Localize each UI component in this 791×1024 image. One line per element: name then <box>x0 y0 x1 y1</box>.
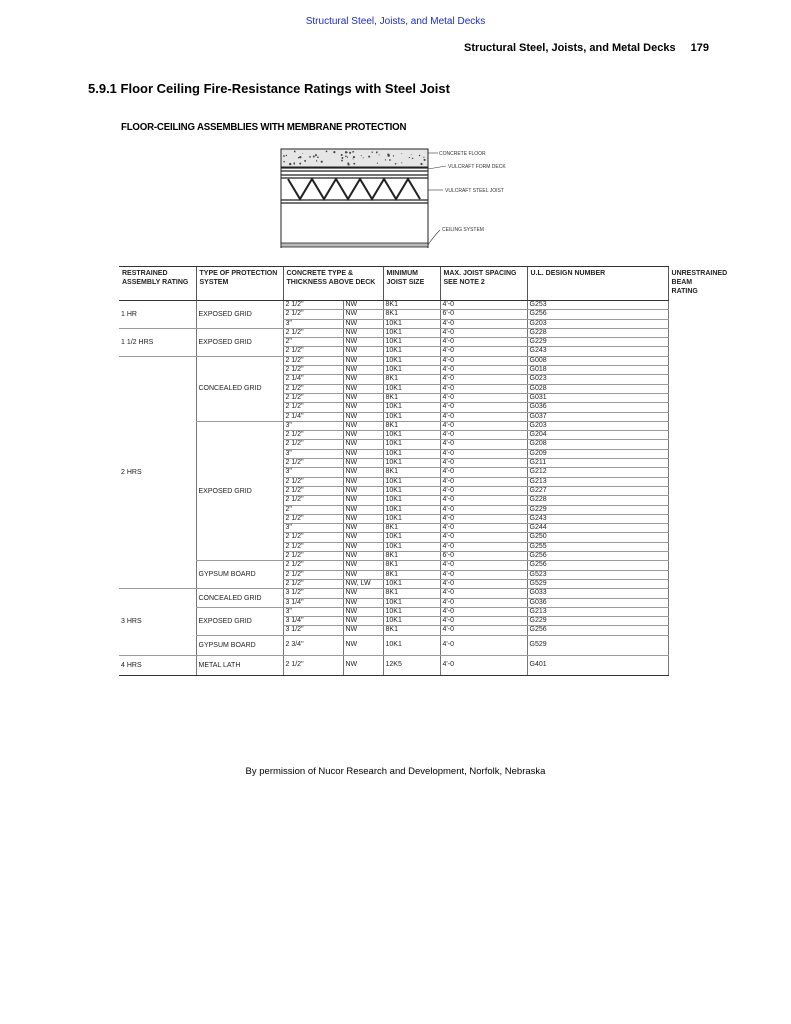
cell-thick: 3" <box>283 607 343 616</box>
aggregate-dot <box>315 154 317 156</box>
page-number: 179 <box>690 42 709 54</box>
label-steel-joist: VULCRAFT STEEL JOIST <box>445 188 504 194</box>
cell-spacing: 4'-0 <box>440 607 527 616</box>
cell-type: NW <box>343 505 383 514</box>
aggregate-dot <box>395 163 397 165</box>
cell-thick: 2 1/2" <box>283 459 343 468</box>
cell-thick: 2 1/2" <box>283 431 343 440</box>
aggregate-dot <box>304 160 306 162</box>
cell-type: NW <box>343 347 383 356</box>
aggregate-dot <box>345 155 347 157</box>
aggregate-dot <box>347 163 349 165</box>
cell-spacing: 4'-0 <box>440 579 527 588</box>
aggregate-dot <box>283 161 285 163</box>
cell-spacing: 4'-0 <box>440 468 527 477</box>
aggregate-dot <box>289 163 291 165</box>
cell-spacing: 4'-0 <box>440 514 527 523</box>
cell-type: NW <box>343 328 383 337</box>
cell-spacing: 4'-0 <box>440 524 527 533</box>
cell-type: NW <box>343 617 383 626</box>
cell-ul: G256 <box>527 310 668 319</box>
aggregate-dot <box>302 153 303 154</box>
cell-type: NW <box>343 542 383 551</box>
cell-type: NW <box>343 356 383 365</box>
cell-thick: 2 1/2" <box>283 514 343 523</box>
cell-thick: 2 1/2" <box>283 310 343 319</box>
cell-thick: 2 1/2" <box>283 366 343 375</box>
aggregate-dot <box>299 163 301 165</box>
cell-spacing: 4'-0 <box>440 505 527 514</box>
cell-thick: 2 3/4" <box>283 635 343 655</box>
cell-thick: 3" <box>283 524 343 533</box>
cell-thick: 2 1/4" <box>283 375 343 384</box>
cell-joist: 8K1 <box>383 589 440 598</box>
cell-spacing: 4'-0 <box>440 412 527 421</box>
aggregate-dot <box>423 157 424 158</box>
cell-spacing: 4'-0 <box>440 533 527 542</box>
cell-joist: 10K1 <box>383 542 440 551</box>
label-concrete-floor: CONCRETE FLOOR <box>439 151 486 157</box>
cell-spacing: 4'-0 <box>440 486 527 495</box>
joist-top-chord <box>281 175 428 178</box>
aggregate-dot <box>294 151 295 152</box>
cell-ul: G228 <box>527 496 668 505</box>
cell-type: NW <box>343 524 383 533</box>
aggregate-dot <box>326 151 328 153</box>
cell-type: NW <box>343 421 383 430</box>
header-min-joist-size: MINIMUM JOIST SIZE <box>383 267 440 301</box>
cell-ul: G213 <box>527 607 668 616</box>
aggregate-dot <box>361 155 362 156</box>
cell-joist: 8K1 <box>383 570 440 579</box>
figure-title: FLOOR-CEILING ASSEMBLIES WITH MEMBRANE PROTECTION <box>121 121 407 133</box>
cell-joist: 10K1 <box>383 356 440 365</box>
cell-ul: G256 <box>527 561 668 570</box>
cell-ul: G401 <box>527 655 668 675</box>
aggregate-dot <box>401 162 402 163</box>
aggregate-dot <box>341 154 343 156</box>
aggregate-dot <box>389 159 391 161</box>
aggregate-dot <box>345 151 347 153</box>
running-head-title: Structural Steel, Joists, and Metal Decks <box>464 42 676 54</box>
table-row <box>119 561 668 570</box>
cell-joist: 10K1 <box>383 514 440 523</box>
aggregate-dot <box>294 163 295 164</box>
cell-ul: G256 <box>527 626 668 635</box>
aggregate-dot <box>353 163 355 165</box>
cell-joist: 10K1 <box>383 496 440 505</box>
cell-ul: G209 <box>527 449 668 458</box>
cell-thick: 2" <box>283 505 343 514</box>
cell-ul: G529 <box>527 579 668 588</box>
cell-spacing: 4'-0 <box>440 440 527 449</box>
cell-spacing: 4'-0 <box>440 319 527 328</box>
cell-spacing: 4'-0 <box>440 570 527 579</box>
cell-joist: 10K1 <box>383 384 440 393</box>
cell-type: NW <box>343 533 383 542</box>
cell-restrained-rating: 1 HR <box>119 301 196 329</box>
aggregate-dot <box>393 155 394 156</box>
cell-joist: 10K1 <box>383 449 440 458</box>
cell-ul: G203 <box>527 421 668 430</box>
cell-spacing: 4'-0 <box>440 347 527 356</box>
aggregate-dot <box>377 163 378 164</box>
cell-ul: G228 <box>527 328 668 337</box>
figure-caption: By permission of Nucor Research and Development, Norfolk, Nebraska <box>245 766 546 777</box>
cell-spacing: 4'-0 <box>440 375 527 384</box>
cell-type: NW <box>343 375 383 384</box>
cell-ul: G229 <box>527 505 668 514</box>
table-row <box>119 301 668 310</box>
cell-joist: 10K1 <box>383 403 440 412</box>
cell-restrained-rating: 3 HRS <box>119 589 196 655</box>
cell-type: NW <box>343 301 383 310</box>
cell-type: NW <box>343 486 383 495</box>
cell-thick: 3 1/2" <box>283 626 343 635</box>
assembly-diagram <box>278 144 548 256</box>
cell-ul: G213 <box>527 477 668 486</box>
cell-thick: 2 1/4" <box>283 412 343 421</box>
aggregate-dot <box>316 161 317 162</box>
fire-rating-table <box>119 266 728 676</box>
cell-joist: 10K1 <box>383 505 440 514</box>
cell-ul: G529 <box>527 635 668 655</box>
cell-thick: 3" <box>283 449 343 458</box>
cell-type: NW <box>343 393 383 402</box>
cell-type: NW <box>343 319 383 328</box>
cell-type: NW <box>343 626 383 635</box>
table-row <box>119 635 668 655</box>
cell-spacing: 4'-0 <box>440 598 527 607</box>
cell-type: NW <box>343 338 383 347</box>
aggregate-dot <box>341 160 343 162</box>
cell-thick: 3" <box>283 421 343 430</box>
cell-type: NW <box>343 412 383 421</box>
cell-protection-system: CONCEALED GRID <box>196 356 283 421</box>
aggregate-dot <box>349 152 351 154</box>
cell-ul: G243 <box>527 347 668 356</box>
cell-thick: 2 1/2" <box>283 579 343 588</box>
cell-thick: 2 1/2" <box>283 477 343 486</box>
cell-type: NW <box>343 514 383 523</box>
cell-type: NW <box>343 440 383 449</box>
cell-joist: 8K1 <box>383 524 440 533</box>
cell-protection-system: CONCEALED GRID <box>196 589 283 608</box>
cell-spacing: 4'-0 <box>440 542 527 551</box>
aggregate-dot <box>321 161 323 163</box>
cell-spacing: 4'-0 <box>440 655 527 675</box>
cell-ul: G253 <box>527 301 668 310</box>
cell-spacing: 4'-0 <box>440 366 527 375</box>
cell-spacing: 4'-0 <box>440 328 527 337</box>
label-ceiling-system: CEILING SYSTEM <box>442 227 484 233</box>
cell-thick: 2 1/2" <box>283 328 343 337</box>
form-deck <box>281 168 428 171</box>
cell-ul: G211 <box>527 459 668 468</box>
aggregate-dot <box>286 155 287 156</box>
cell-joist: 10K1 <box>383 607 440 616</box>
cell-ul: G212 <box>527 468 668 477</box>
cell-joist: 8K1 <box>383 393 440 402</box>
cell-thick: 3" <box>283 468 343 477</box>
cell-joist: 10K1 <box>383 635 440 655</box>
ceiling-system <box>281 243 428 247</box>
cell-ul: G229 <box>527 617 668 626</box>
cell-spacing: 4'-0 <box>440 393 527 402</box>
aggregate-dot <box>371 151 372 152</box>
cell-spacing: 4'-0 <box>440 496 527 505</box>
cell-ul: G229 <box>527 338 668 347</box>
cell-thick: 2" <box>283 338 343 347</box>
joist-web <box>288 179 420 199</box>
cell-type: NW <box>343 607 383 616</box>
cell-thick: 2 1/2" <box>283 542 343 551</box>
cell-protection-system: EXPOSED GRID <box>196 421 283 560</box>
table-header-row: RESTRAINED ASSEMBLY RATING TYPE OF PROTECTION SYSTEM CONCRETE TYPE & THICKNESS ABOVE DECK MINIMUM JOIST SIZE MAX. JOIST SPACING SEE NOTE 2 U.L. DESIGN NUMBER UNRESTRAINED BEAM RATING <box>119 267 668 301</box>
aggregate-dot <box>379 154 380 155</box>
aggregate-dot <box>353 156 355 158</box>
cell-type: NW <box>343 384 383 393</box>
cell-spacing: 4'-0 <box>440 431 527 440</box>
cell-ul: G031 <box>527 393 668 402</box>
cell-joist: 10K1 <box>383 366 440 375</box>
cell-ul: G037 <box>527 412 668 421</box>
aggregate-dot <box>352 151 353 152</box>
cell-restrained-rating: 4 HRS <box>119 655 196 675</box>
cell-spacing: 4'-0 <box>440 626 527 635</box>
header-concrete-type: CONCRETE TYPE & THICKNESS ABOVE DECK <box>283 267 383 301</box>
cell-spacing: 4'-0 <box>440 421 527 430</box>
cell-spacing: 4'-0 <box>440 301 527 310</box>
table-row <box>119 589 668 598</box>
cell-type: NW <box>343 403 383 412</box>
cell-type: NW <box>343 431 383 440</box>
cell-ul: G018 <box>527 366 668 375</box>
cell-ul: G250 <box>527 533 668 542</box>
table-row <box>119 328 668 337</box>
cell-joist: 8K1 <box>383 375 440 384</box>
aggregate-dot <box>313 156 315 158</box>
cell-thick: 2 1/2" <box>283 403 343 412</box>
cell-thick: 2 1/2" <box>283 347 343 356</box>
cell-spacing: 4'-0 <box>440 403 527 412</box>
cell-spacing: 4'-0 <box>440 561 527 570</box>
cell-joist: 10K1 <box>383 347 440 356</box>
aggregate-dot <box>388 155 390 157</box>
cell-ul: G008 <box>527 356 668 365</box>
cell-type: NW <box>343 655 383 675</box>
aggregate-dot <box>298 157 299 158</box>
header-max-joist-spacing: MAX. JOIST SPACING SEE NOTE 2 <box>440 267 527 301</box>
aggregate-dot <box>341 157 343 159</box>
cell-joist: 12K5 <box>383 655 440 675</box>
cell-thick: 2 1/2" <box>283 570 343 579</box>
cell-joist: 10K1 <box>383 579 440 588</box>
cell-thick: 2 1/2" <box>283 496 343 505</box>
cell-joist: 10K1 <box>383 459 440 468</box>
cell-joist: 10K1 <box>383 477 440 486</box>
cell-joist: 10K1 <box>383 617 440 626</box>
cell-ul: G255 <box>527 542 668 551</box>
cell-joist: 8K1 <box>383 626 440 635</box>
cell-type: NW <box>343 310 383 319</box>
cell-thick: 3 1/4" <box>283 598 343 607</box>
cell-restrained-rating: 2 HRS <box>119 356 196 588</box>
cell-joist: 8K1 <box>383 552 440 561</box>
cell-ul: G036 <box>527 403 668 412</box>
cell-thick: 2 1/2" <box>283 552 343 561</box>
cell-ul: G204 <box>527 431 668 440</box>
cell-thick: 2 1/2" <box>283 384 343 393</box>
cell-thick: 3" <box>283 319 343 328</box>
aggregate-dot <box>385 159 386 160</box>
aggregate-dot <box>401 153 402 154</box>
aggregate-dot <box>412 158 413 159</box>
cell-joist: 8K1 <box>383 421 440 430</box>
cell-joist: 10K1 <box>383 598 440 607</box>
cell-spacing: 4'-0 <box>440 356 527 365</box>
cell-type: NW <box>343 468 383 477</box>
header-ul-design-number: U.L. DESIGN NUMBER <box>527 267 668 301</box>
aggregate-dot <box>299 156 301 158</box>
table-row <box>119 421 668 430</box>
cell-joist: 10K1 <box>383 533 440 542</box>
table-row <box>119 607 668 616</box>
aggregate-dot <box>316 160 317 161</box>
cell-thick: 3 1/2" <box>283 589 343 598</box>
cell-protection-system: EXPOSED GRID <box>196 301 283 329</box>
cell-spacing: 4'-0 <box>440 449 527 458</box>
cell-type: NW <box>343 366 383 375</box>
aggregate-dot <box>347 157 348 158</box>
cell-ul: G028 <box>527 384 668 393</box>
cell-protection-system: GYPSUM BOARD <box>196 635 283 655</box>
leader-ceiling <box>428 230 440 245</box>
joist-bottom-chord <box>281 200 428 203</box>
cell-ul: G523 <box>527 570 668 579</box>
cell-type: NW, LW <box>343 579 383 588</box>
cell-joist: 8K1 <box>383 310 440 319</box>
cell-type: NW <box>343 589 383 598</box>
cell-joist: 10K1 <box>383 412 440 421</box>
cell-thick: 2 1/2" <box>283 533 343 542</box>
leader-deck <box>428 166 446 169</box>
cell-spacing: 4'-0 <box>440 589 527 598</box>
cell-spacing: 4'-0 <box>440 459 527 468</box>
cell-spacing: 6'-0 <box>440 310 527 319</box>
aggregate-dot <box>419 155 421 157</box>
cell-type: NW <box>343 598 383 607</box>
cell-thick: 2 1/2" <box>283 561 343 570</box>
table-row <box>119 655 668 675</box>
aggregate-dot <box>353 158 354 159</box>
cell-ul: G203 <box>527 319 668 328</box>
cell-thick: 2 1/2" <box>283 393 343 402</box>
cell-type: NW <box>343 496 383 505</box>
cell-thick: 2 1/2" <box>283 486 343 495</box>
cell-type: NW <box>343 449 383 458</box>
cell-ul: G033 <box>527 589 668 598</box>
cell-joist: 10K1 <box>383 486 440 495</box>
header-protection-system: TYPE OF PROTECTION SYSTEM <box>196 267 283 301</box>
aggregate-dot <box>368 156 370 158</box>
cell-joist: 8K1 <box>383 301 440 310</box>
cell-protection-system: EXPOSED GRID <box>196 328 283 356</box>
cell-protection-system: METAL LATH <box>196 655 283 675</box>
cell-spacing: 4'-0 <box>440 338 527 347</box>
aggregate-dot <box>309 156 311 158</box>
label-form-deck: VULCRAFT FORM DECK <box>448 164 506 170</box>
cell-joist: 10K1 <box>383 328 440 337</box>
cell-protection-system: GYPSUM BOARD <box>196 561 283 589</box>
cell-joist: 10K1 <box>383 319 440 328</box>
cell-ul: G256 <box>527 552 668 561</box>
cell-joist: 10K1 <box>383 440 440 449</box>
cell-type: NW <box>343 561 383 570</box>
aggregate-dot <box>409 157 410 158</box>
cell-spacing: 4'-0 <box>440 635 527 655</box>
table-row <box>119 356 668 365</box>
aggregate-dot <box>283 155 285 157</box>
cell-protection-system: EXPOSED GRID <box>196 607 283 635</box>
cell-ul: G243 <box>527 514 668 523</box>
aggregate-dot <box>376 152 377 153</box>
cell-spacing: 4'-0 <box>440 384 527 393</box>
cell-thick: 3 1/4" <box>283 617 343 626</box>
cell-joist: 10K1 <box>383 431 440 440</box>
cell-thick: 2 1/2" <box>283 655 343 675</box>
cell-ul: G244 <box>527 524 668 533</box>
top-link[interactable]: Structural Steel, Joists, and Metal Decks <box>305 16 486 27</box>
section-title: 5.9.1 Floor Ceiling Fire-Resistance Ratings with Steel Joist <box>88 81 450 96</box>
cell-ul: G227 <box>527 486 668 495</box>
cell-type: NW <box>343 635 383 655</box>
running-head <box>464 42 709 54</box>
aggregate-dot <box>363 157 364 158</box>
cell-type: NW <box>343 459 383 468</box>
cell-joist: 8K1 <box>383 468 440 477</box>
aggregate-dot <box>411 154 412 155</box>
cell-ul: G023 <box>527 375 668 384</box>
aggregate-dot <box>420 163 422 165</box>
cell-spacing: 4'-0 <box>440 617 527 626</box>
header-restrained-rating: RESTRAINED ASSEMBLY RATING <box>119 267 196 301</box>
cell-ul: G036 <box>527 598 668 607</box>
aggregate-dot <box>317 156 319 158</box>
cell-thick: 2 1/2" <box>283 440 343 449</box>
cell-joist: 10K1 <box>383 338 440 347</box>
cell-thick: 2 1/2" <box>283 301 343 310</box>
cell-spacing: 4'-0 <box>440 477 527 486</box>
cell-thick: 2 1/2" <box>283 356 343 365</box>
aggregate-dot <box>333 151 335 153</box>
cell-ul: G208 <box>527 440 668 449</box>
cell-joist: 8K1 <box>383 561 440 570</box>
cell-spacing: 6'-0 <box>440 552 527 561</box>
cell-restrained-rating: 1 1/2 HRS <box>119 328 196 356</box>
aggregate-dot <box>424 159 426 161</box>
cell-type: NW <box>343 552 383 561</box>
cell-type: NW <box>343 570 383 579</box>
cell-type: NW <box>343 477 383 486</box>
